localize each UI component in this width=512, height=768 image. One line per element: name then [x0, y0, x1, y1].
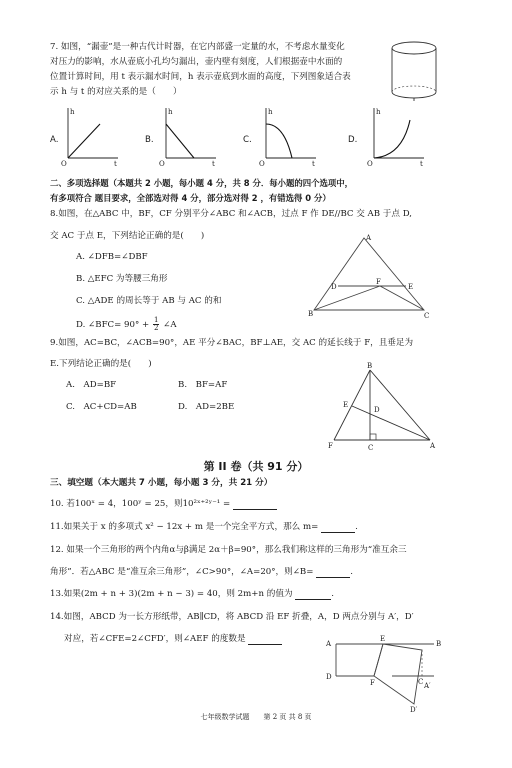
- q12-line-1: 12. 如果一个三角形的两个内角α与β满足 2α＋β=90°，那么我们称这样的三角形为“准互余三: [50, 545, 407, 555]
- q8-fraction-den: 2: [153, 324, 159, 332]
- q8-fig-label-d: D: [331, 283, 337, 291]
- q14-fig-label-a-prime: A′: [424, 682, 431, 690]
- q8-option-d-text: D. ∠BFC= 90° +: [76, 320, 150, 330]
- q9-fig-label-d: D: [374, 406, 380, 414]
- q7-line-3: 位置计算时间，用 t 表示漏水时间，h 表示壶底到水面的高度，下列图象适合表: [50, 72, 351, 82]
- q10-line: [50, 499, 277, 510]
- q14-fig-label-d: D: [326, 673, 332, 681]
- q7-a-t-label: t: [114, 160, 117, 168]
- q8-fraction: [153, 317, 159, 332]
- q11-line: 11.如果关于 x 的多项式 x² − 12x + m 是一个完全平方式，那么 m= .: [50, 522, 358, 532]
- q11-answer-blank[interactable]: [321, 523, 355, 533]
- q7-c-h-label: h: [268, 108, 273, 116]
- q11-text: 11.如果关于 x 的多项式 x² − 12x + m 是一个完全平方式，那么 m=: [50, 522, 319, 532]
- q7-a-h-label: h: [70, 108, 75, 116]
- q8-option-c: C. △ADE 的周长等于 AB 与 AC 的和: [76, 296, 222, 306]
- q14-text: 对应，若∠CFE=2∠CFD′，则∠AEF 的度数是: [64, 634, 246, 644]
- q9-fig-label-e: E: [343, 401, 349, 409]
- q9-fig-label-a: A: [430, 442, 436, 450]
- q10-answer-blank[interactable]: [233, 500, 277, 510]
- q7-b-h-label: h: [168, 108, 173, 116]
- q8-fraction-num: 1: [153, 316, 159, 324]
- q8-option-b: B. △EFC 为等腰三角形: [76, 274, 168, 284]
- q7-graph-a: [60, 104, 122, 168]
- q14-fig-label-f: F: [370, 679, 375, 687]
- q9-fig-label-f: F: [328, 442, 333, 450]
- q14-fig-label-d-prime: D′: [410, 706, 418, 714]
- q9-line-1: 9.如图，AC=BC，∠ACB=90°，AE 平分∠BAC，BF⊥AE，交 AC 的延长线于 F，且垂足为: [50, 338, 414, 348]
- q14-fig-label-a: A: [326, 640, 332, 648]
- q14-line-2: [64, 634, 282, 645]
- q8-option-d-tail: ∠A: [163, 320, 177, 330]
- q7-a-origin: O: [61, 160, 67, 168]
- q7-line-2: 对压力的影响，水从壶底小孔均匀漏出，壶内壁有刻度，人们根据壶中水面的: [50, 57, 343, 67]
- q7-c-origin: O: [259, 160, 265, 168]
- q14-line-1: 14.如图，ABCD 为一长方形纸带，AB∥CD，将 ABCD 沿 EF 折叠，A，D 两点分别与 A′，D′: [50, 612, 414, 622]
- q7-option-b-label: B.: [145, 135, 154, 145]
- leaking-pot-figure: [386, 40, 442, 102]
- q9-option-d: D. AD=2BE: [178, 402, 235, 412]
- page-footer: 七年级数学试题 第 2 页 共 8 页: [200, 713, 312, 721]
- q9-option-b: B. BF=AF: [178, 380, 228, 390]
- q7-b-origin: O: [159, 160, 165, 168]
- section3-heading: 三、填空题（本大题共 7 小题，每小题 3 分，共 21 分）: [50, 478, 273, 488]
- q8-line-2: 交 AC 于点 E，下列结论正确的是( ): [50, 231, 205, 241]
- q8-option-a: A. ∠DFB=∠DBF: [76, 252, 148, 262]
- q12-text: 角形”．若△ABC 是“准互余三角形”，∠C>90°，∠A=20°，则∠B=: [50, 567, 314, 577]
- q12-line-2: 角形”．若△ABC 是“准互余三角形”，∠C>90°，∠A=20°，则∠B= .: [50, 567, 353, 577]
- q9-line-2: E.下列结论正确的是( ): [50, 359, 152, 369]
- q8-triangle-figure: [300, 232, 435, 322]
- q8-line-1: 8.如图，在△ABC 中，BF，CF 分别平分∠ABC 和∠ACB，过点 F 作 DE//BC 交 AB 于点 D,: [50, 209, 413, 219]
- q7-d-h-label: h: [376, 108, 381, 116]
- q9-option-a: A. AD=BF: [66, 380, 117, 390]
- q12-answer-blank[interactable]: [316, 568, 350, 578]
- q8-option-d: [76, 317, 177, 332]
- q8-fig-label-f: F: [376, 278, 381, 286]
- q9-fig-label-b: B: [367, 362, 373, 370]
- q7-option-c-label: C.: [243, 135, 252, 145]
- q7-option-a-label: A.: [50, 135, 59, 145]
- q8-fig-label-e: E: [408, 283, 414, 291]
- q8-fig-label-b: B: [308, 310, 314, 318]
- q7-option-d-label: D.: [348, 135, 358, 145]
- q7-d-t-label: t: [420, 160, 423, 168]
- q14-folded-strip-figure: [318, 632, 448, 714]
- q9-triangle-figure: [322, 360, 437, 456]
- q10-text: 10. 若100ˣ = 4，100ʸ = 25，则10²ˣ⁺²ʸ⁻¹ =: [50, 499, 231, 509]
- q9-option-c: C. AC+CD=AB: [66, 402, 137, 412]
- section2-heading-1: 二、多项选择题（本题共 2 小题，每小题 4 分，共 8 分．每小题的四个选项中，: [50, 178, 353, 188]
- q14-fig-label-e: E: [380, 635, 386, 643]
- q7-line-4: 示 h 与 t 的对应关系的是（ ）: [50, 87, 182, 97]
- q7-c-t-label: t: [312, 160, 315, 168]
- q13-answer-blank[interactable]: [295, 590, 331, 600]
- q14-fig-label-c: C: [418, 678, 424, 686]
- q14-fig-label-b: B: [436, 640, 442, 648]
- q7-d-origin: O: [367, 160, 373, 168]
- q7-graph-c: [258, 104, 320, 168]
- q8-fig-label-c: C: [424, 312, 430, 320]
- q7-graph-d: [366, 104, 428, 168]
- q8-fig-label-a: A: [366, 234, 372, 242]
- q7-b-t-label: t: [212, 160, 215, 168]
- part2-title: 第 II 卷（共 91 分）: [203, 460, 309, 473]
- section2-heading-2: 有多项符合 题目要求，全部选对得 4 分，部分选对得 2 ，有错选得 0 分）: [50, 193, 331, 203]
- q14-answer-blank[interactable]: [248, 635, 282, 645]
- q7-line-1: 7. 如图，“漏壶”是一种古代计时器，在它内部盛一定量的水，不考虑水量变化: [50, 42, 345, 52]
- q7-graph-b: [158, 104, 220, 168]
- q13-line: 13.如果(2m + n + 3)(2m + n − 3) = 40，则 2m+n 的值为 .: [50, 589, 335, 599]
- q9-fig-label-c: C: [368, 444, 374, 452]
- q13-text: 13.如果(2m + n + 3)(2m + n − 3) = 40，则 2m+n 的值为: [50, 589, 293, 599]
